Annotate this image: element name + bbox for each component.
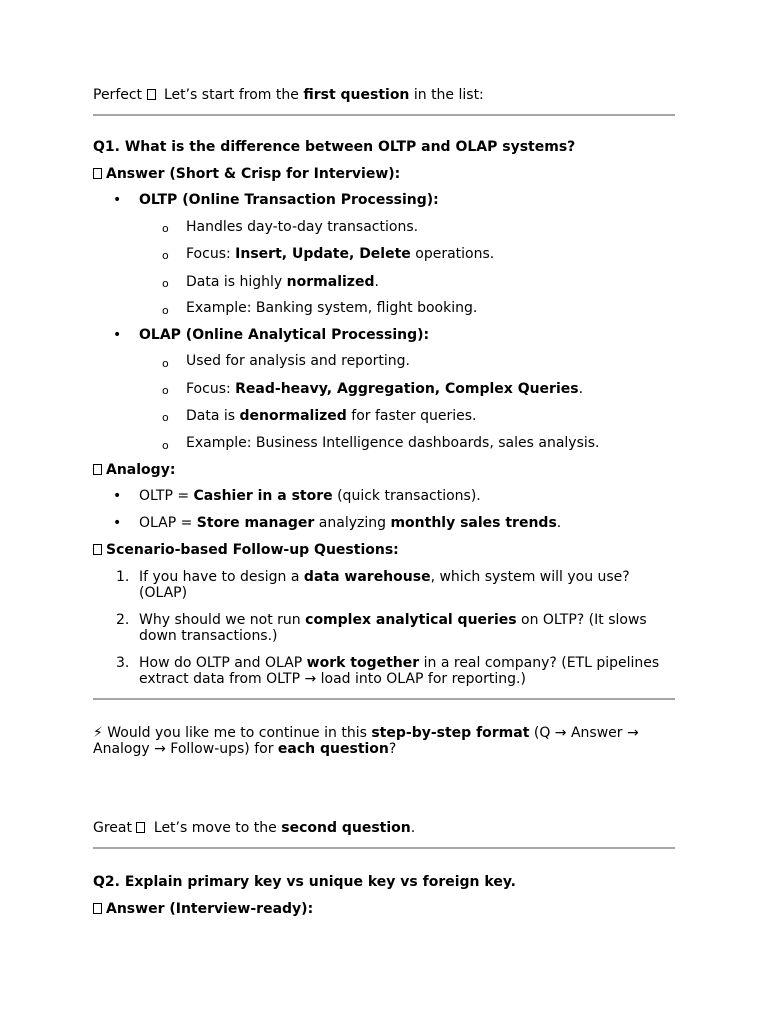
oltp-item: Focus: Insert, Update, Delete operations. — [186, 246, 495, 262]
sub-bullet-icon: o — [162, 384, 169, 397]
intro-line-2: Great Let’s move to the second question. — [93, 820, 416, 836]
q1-answer-heading: Answer (Short & Crisp for Interview): — [93, 166, 400, 183]
oltp-item: Example: Banking system, flight booking. — [186, 300, 478, 316]
emoji-placeholder-icon — [136, 822, 145, 833]
q2-title: Q2. Explain primary key vs unique key vs foreign key. — [93, 874, 516, 890]
analogy-item: OLAP = Store manager analyzing monthly sales trends. — [139, 515, 562, 531]
horizontal-rule — [93, 847, 675, 849]
emoji-placeholder-icon — [147, 89, 156, 100]
sub-bullet-icon: o — [162, 249, 169, 262]
horizontal-rule — [93, 698, 675, 700]
oltp-heading: OLTP (Online Transaction Processing): — [139, 192, 439, 208]
sub-bullet-icon: o — [162, 439, 169, 452]
q1-title: Q1. What is the difference between OLTP and OLAP systems? — [93, 139, 576, 155]
continue-prompt: ⚡ Would you like me to continue in this step-by-step format (Q → Answer → Analogy → Follow-ups) for each question? — [93, 725, 639, 757]
followup-heading: Scenario-based Follow-up Questions: — [93, 542, 399, 559]
followup-item: Why should we not run complex analytical queries on OLTP? (It slows down transactions.) — [139, 612, 647, 644]
oltp-item: Data is highly normalized. — [186, 274, 379, 290]
bullet-icon: • — [113, 327, 122, 343]
list-number: 1. — [116, 569, 130, 585]
olap-item: Focus: Read-heavy, Aggregation, Complex Queries. — [186, 381, 584, 397]
sub-bullet-icon: o — [162, 304, 169, 317]
emoji-placeholder-icon — [93, 168, 102, 179]
q2-answer-heading: Answer (Interview-ready): — [93, 901, 313, 918]
followup-item: If you have to design a data warehouse, which system will you use? (OLAP) — [139, 569, 630, 601]
bullet-icon: • — [113, 515, 122, 531]
sub-bullet-icon: o — [162, 357, 169, 370]
emoji-placeholder-icon — [93, 464, 102, 475]
analogy-item: OLTP = Cashier in a store (quick transactions). — [139, 488, 481, 504]
bullet-icon: • — [113, 192, 122, 208]
followup-item: How do OLTP and OLAP work together in a real company? (ETL pipelines extract data from OLTP → load into OLAP for reporting.) — [139, 655, 660, 687]
olap-item: Used for analysis and reporting. — [186, 353, 410, 369]
list-number: 2. — [116, 612, 130, 628]
list-number: 3. — [116, 655, 130, 671]
emoji-placeholder-icon — [93, 903, 102, 914]
sub-bullet-icon: o — [162, 411, 169, 424]
oltp-item: Handles day-to-day transactions. — [186, 219, 419, 235]
horizontal-rule — [93, 114, 675, 116]
bullet-icon: • — [113, 488, 122, 504]
analogy-heading: Analogy: — [93, 462, 175, 479]
olap-heading: OLAP (Online Analytical Processing): — [139, 327, 430, 343]
intro-line-1: Perfect Let’s start from the first question in the list: — [93, 87, 484, 103]
sub-bullet-icon: o — [162, 277, 169, 290]
olap-item: Data is denormalized for faster queries. — [186, 408, 477, 424]
sub-bullet-icon: o — [162, 222, 169, 235]
emoji-placeholder-icon — [93, 544, 102, 555]
olap-item: Example: Business Intelligence dashboards, sales analysis. — [186, 435, 600, 451]
